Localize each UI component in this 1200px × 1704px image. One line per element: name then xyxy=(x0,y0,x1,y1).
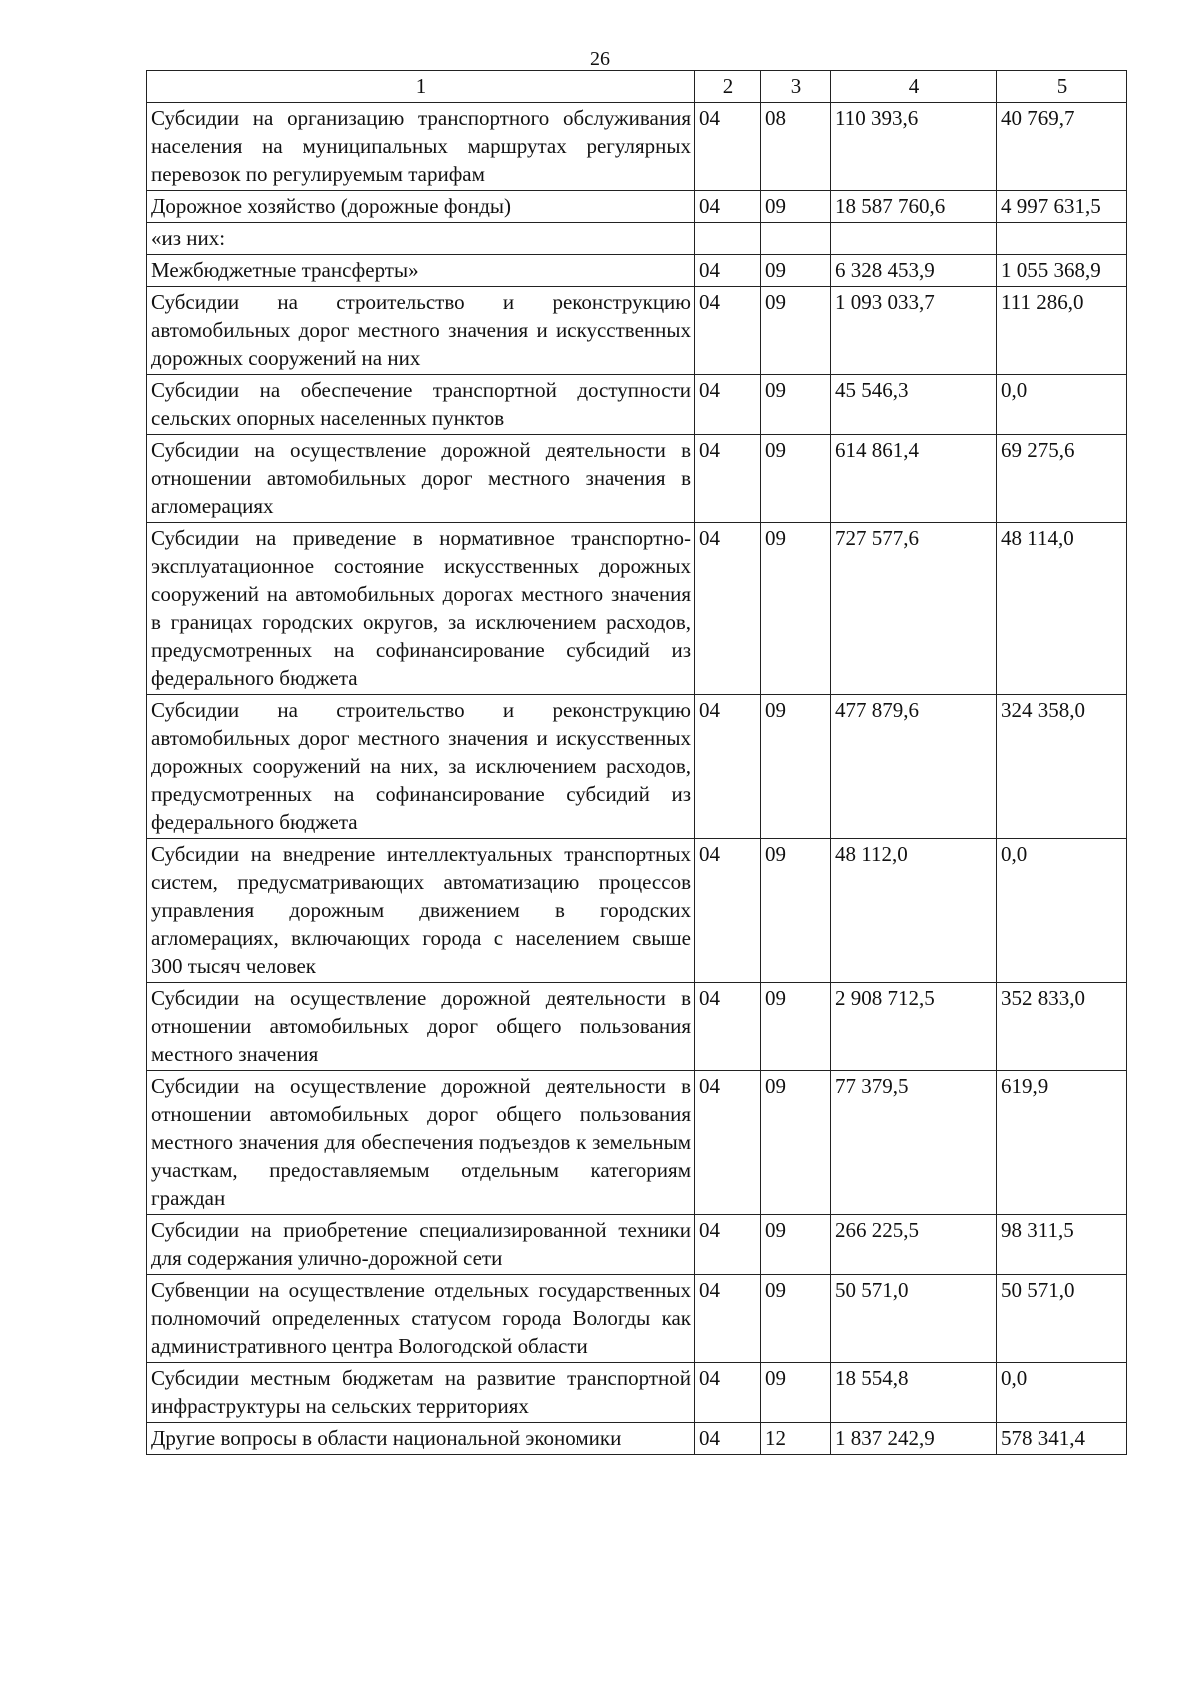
row-name-cell: Другие вопросы в области национальной экономики xyxy=(147,1423,695,1455)
subsection-code-cell: 09 xyxy=(761,523,831,695)
table-row xyxy=(147,1071,1127,1215)
subsection-code-cell: 09 xyxy=(761,191,831,223)
amount-col4-cell: 18 554,8 xyxy=(831,1363,997,1423)
table-row xyxy=(147,223,1127,255)
subsection-code-cell: 09 xyxy=(761,1071,831,1215)
subsection-code-cell: 09 xyxy=(761,435,831,523)
amount-col5-cell: 324 358,0 xyxy=(997,695,1127,839)
amount-col4-cell: 477 879,6 xyxy=(831,695,997,839)
row-name-cell: «из них: xyxy=(147,223,695,255)
column-header-1: 1 xyxy=(147,71,695,103)
row-name-cell: Субсидии на осуществление дорожной деятельности в отношении автомобильных дорог общего пользования местного значения xyxy=(147,983,695,1071)
amount-col4-cell: 1 837 242,9 xyxy=(831,1423,997,1455)
subsection-code-cell: 09 xyxy=(761,255,831,287)
subsection-code-cell: 09 xyxy=(761,287,831,375)
table-row xyxy=(147,375,1127,435)
row-name-cell: Субвенции на осуществление отдельных государственных полномочий определенных статусом города Вологды как административного центра Вологодской области xyxy=(147,1275,695,1363)
row-name-cell: Субсидии на обеспечение транспортной доступности сельских опорных населенных пунктов xyxy=(147,375,695,435)
row-name-cell: Субсидии на приведение в нормативное транспортно-эксплуатационное состояние искусственных дорожных сооружений на автомобильных дорогах местного значения в границах городских округов, за исключением расходов, предусмотренных на софинансирование субсидий из федерального бюджета xyxy=(147,523,695,695)
row-name-cell: Субсидии на приобретение специализированной техники для содержания улично-дорожной сети xyxy=(147,1215,695,1275)
amount-col4-cell: 1 093 033,7 xyxy=(831,287,997,375)
table-row xyxy=(147,523,1127,695)
column-header-5: 5 xyxy=(997,71,1127,103)
amount-col5-cell: 578 341,4 xyxy=(997,1423,1127,1455)
amount-col4-cell: 2 908 712,5 xyxy=(831,983,997,1071)
subsection-code-cell: 09 xyxy=(761,1275,831,1363)
table-row xyxy=(147,1215,1127,1275)
section-code-cell: 04 xyxy=(695,983,761,1071)
section-code-cell: 04 xyxy=(695,1215,761,1275)
section-code-cell: 04 xyxy=(695,1275,761,1363)
row-name-cell: Субсидии на строительство и реконструкцию автомобильных дорог местного значения и искусственных дорожных сооружений на них xyxy=(147,287,695,375)
section-code-cell: 04 xyxy=(695,103,761,191)
table-row xyxy=(147,695,1127,839)
amount-col5-cell: 0,0 xyxy=(997,375,1127,435)
table-row xyxy=(147,191,1127,223)
subsection-code-cell: 09 xyxy=(761,1363,831,1423)
column-header-3: 3 xyxy=(761,71,831,103)
amount-col5-cell: 98 311,5 xyxy=(997,1215,1127,1275)
column-header-2: 2 xyxy=(695,71,761,103)
subsection-code-cell: 09 xyxy=(761,983,831,1071)
section-code-cell: 04 xyxy=(695,695,761,839)
subsection-code-cell: 09 xyxy=(761,695,831,839)
column-header-4: 4 xyxy=(831,71,997,103)
amount-col5-cell: 111 286,0 xyxy=(997,287,1127,375)
row-name-cell: Межбюджетные трансферты» xyxy=(147,255,695,287)
page-number: 26 xyxy=(590,48,610,70)
amount-col5-cell: 0,0 xyxy=(997,839,1127,983)
amount-col4-cell: 727 577,6 xyxy=(831,523,997,695)
table-row xyxy=(147,287,1127,375)
subsection-code-cell: 09 xyxy=(761,1215,831,1275)
section-code-cell: 04 xyxy=(695,1363,761,1423)
amount-col5-cell: 40 769,7 xyxy=(997,103,1127,191)
subsection-code-cell xyxy=(761,223,831,255)
table-row xyxy=(147,1363,1127,1423)
amount-col4-cell: 77 379,5 xyxy=(831,1071,997,1215)
header-row xyxy=(147,71,1127,103)
amount-col4-cell: 18 587 760,6 xyxy=(831,191,997,223)
table-body xyxy=(147,103,1127,1455)
amount-col5-cell: 48 114,0 xyxy=(997,523,1127,695)
section-code-cell: 04 xyxy=(695,435,761,523)
table-row xyxy=(147,983,1127,1071)
table-row xyxy=(147,1423,1127,1455)
table-row xyxy=(147,103,1127,191)
amount-col5-cell: 69 275,6 xyxy=(997,435,1127,523)
amount-col4-cell: 266 225,5 xyxy=(831,1215,997,1275)
section-code-cell xyxy=(695,223,761,255)
amount-col5-cell: 1 055 368,9 xyxy=(997,255,1127,287)
section-code-cell: 04 xyxy=(695,1071,761,1215)
amount-col5-cell: 50 571,0 xyxy=(997,1275,1127,1363)
subsection-code-cell: 12 xyxy=(761,1423,831,1455)
table-header xyxy=(147,71,1127,103)
row-name-cell: Субсидии на внедрение интеллектуальных транспортных систем, предусматривающих автоматизацию процессов управления дорожным движением в городских агломерациях, включающих города с населением свыше 300 тысяч человек xyxy=(147,839,695,983)
amount-col5-cell xyxy=(997,223,1127,255)
section-code-cell: 04 xyxy=(695,839,761,983)
amount-col5-cell: 0,0 xyxy=(997,1363,1127,1423)
section-code-cell: 04 xyxy=(695,287,761,375)
section-code-cell: 04 xyxy=(695,375,761,435)
section-code-cell: 04 xyxy=(695,191,761,223)
row-name-cell: Субсидии на осуществление дорожной деятельности в отношении автомобильных дорог общего пользования местного значения для обеспечения подъездов к земельным участкам, предоставляемым отдельным категориям граждан xyxy=(147,1071,695,1215)
row-name-cell: Субсидии на строительство и реконструкцию автомобильных дорог местного значения и искусственных дорожных сооружений на них, за исключением расходов, предусмотренных на софинансирование субсидий из федерального бюджета xyxy=(147,695,695,839)
amount-col4-cell: 48 112,0 xyxy=(831,839,997,983)
table-row xyxy=(147,255,1127,287)
amount-col4-cell xyxy=(831,223,997,255)
subsection-code-cell: 08 xyxy=(761,103,831,191)
section-code-cell: 04 xyxy=(695,523,761,695)
table-row xyxy=(147,839,1127,983)
amount-col5-cell: 4 997 631,5 xyxy=(997,191,1127,223)
amount-col4-cell: 50 571,0 xyxy=(831,1275,997,1363)
section-code-cell: 04 xyxy=(695,255,761,287)
amount-col5-cell: 352 833,0 xyxy=(997,983,1127,1071)
amount-col4-cell: 110 393,6 xyxy=(831,103,997,191)
amount-col4-cell: 45 546,3 xyxy=(831,375,997,435)
section-code-cell: 04 xyxy=(695,1423,761,1455)
budget-table xyxy=(146,70,1127,1455)
row-name-cell: Субсидии местным бюджетам на развитие транспортной инфраструктуры на сельских территориях xyxy=(147,1363,695,1423)
row-name-cell: Дорожное хозяйство (дорожные фонды) xyxy=(147,191,695,223)
row-name-cell: Субсидии на осуществление дорожной деятельности в отношении автомобильных дорог местного значения в агломерациях xyxy=(147,435,695,523)
amount-col4-cell: 614 861,4 xyxy=(831,435,997,523)
amount-col5-cell: 619,9 xyxy=(997,1071,1127,1215)
table-row xyxy=(147,435,1127,523)
row-name-cell: Субсидии на организацию транспортного обслуживания населения на муниципальных маршрутах регулярных перевозок по регулируемым тарифам xyxy=(147,103,695,191)
amount-col4-cell: 6 328 453,9 xyxy=(831,255,997,287)
subsection-code-cell: 09 xyxy=(761,839,831,983)
table-row xyxy=(147,1275,1127,1363)
subsection-code-cell: 09 xyxy=(761,375,831,435)
